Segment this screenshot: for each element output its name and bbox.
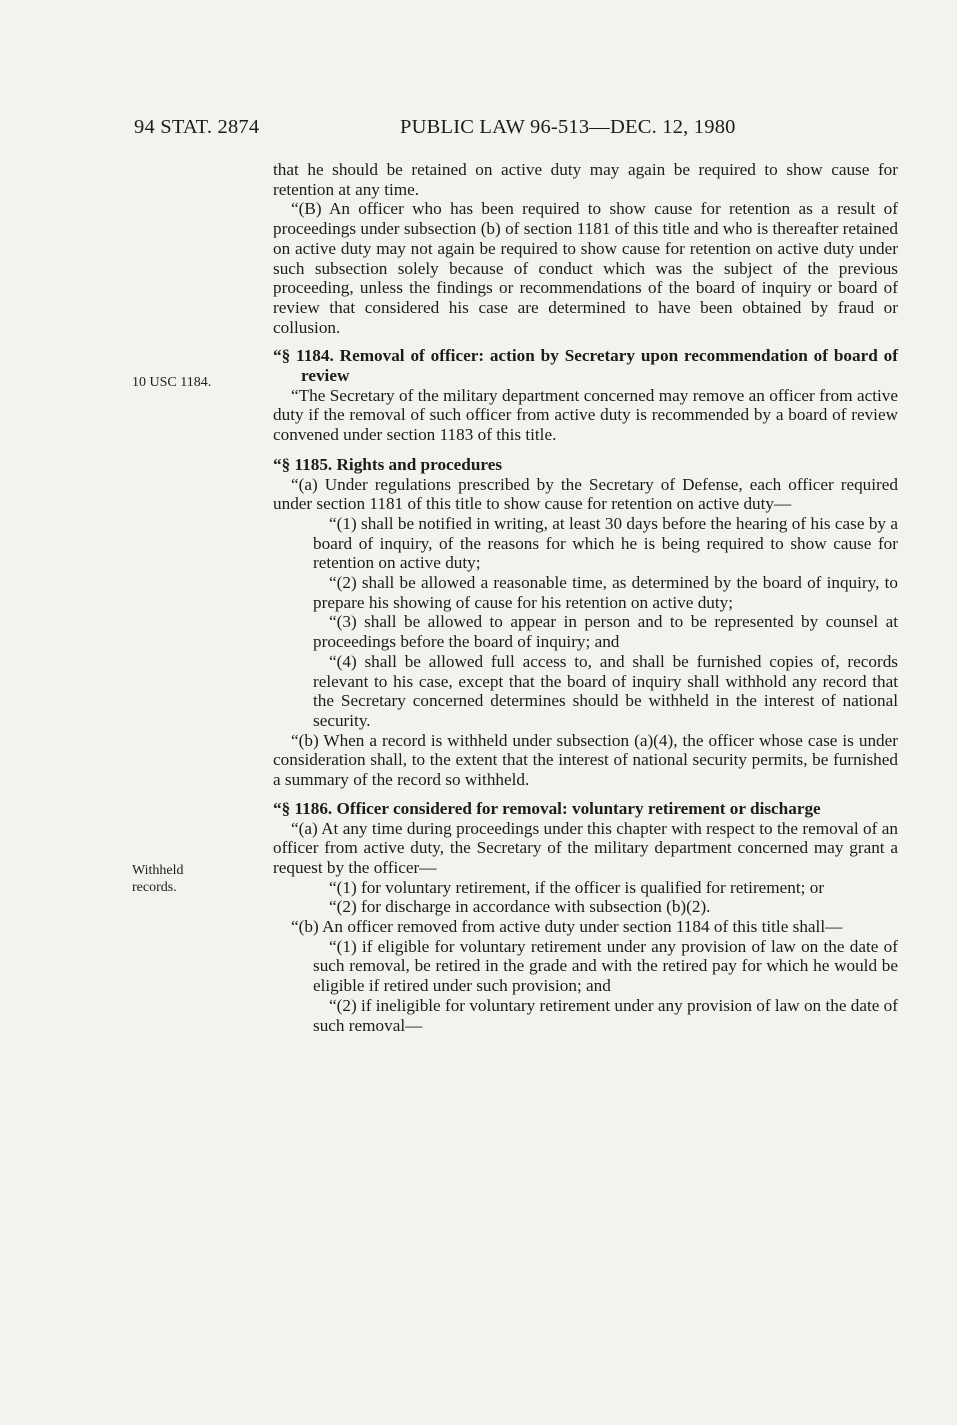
margin-note-withheld <box>132 862 247 896</box>
section-1185-heading: “§ 1185. Rights and procedures <box>273 454 503 474</box>
section-1186-heading: “§ 1186. Officer considered for removal: voluntary retirement or discharge <box>273 798 821 818</box>
statute-body <box>273 160 898 1035</box>
section-1185-a-4: “(4) shall be allowed full access to, and shall be furnished copies of, records relevant to his case, except that the board of inquiry shall withhold any record that the Secretary concerned determines should be withheld in the interest of national security. <box>313 651 898 730</box>
section-1185-a-3: “(3) shall be allowed to appear in person and to be represented by counsel at proceedings before the board of inquiry; and <box>313 612 898 652</box>
section-1186-b: “(b) An officer removed from active duty under section 1184 of this title shall— <box>291 917 843 937</box>
section-1185-a: “(a) Under regulations prescribed by the Secretary of Defense, each officer required under section 1181 of this title to show cause for retention on active duty— <box>273 474 898 514</box>
section-1185-a-1: “(1) shall be notified in writing, at least 30 days before the hearing of his case by a board of inquiry, of the reasons for which he is being required to show cause for retention on active duty; <box>313 513 898 573</box>
section-1186-a-1: “(1) for voluntary retirement, if the officer is qualified for retirement; or <box>329 877 825 897</box>
margin-note-withheld-line1: Withheld <box>132 863 184 878</box>
section-1185-a-2: “(2) shall be allowed a reasonable time, as determined by the board of inquiry, to prepare his showing of cause for his retention on active duty; <box>313 573 898 612</box>
section-1184-text: “The Secretary of the military department concerned may remove an officer from active duty if the removal of such officer from active duty is recommended by a board of review convened under section 1183 of this title. <box>273 385 898 445</box>
paragraph-continuation: that he should be retained on active duty may again be required to show cause for retention at any time. <box>273 160 898 199</box>
section-1185-b: “(b) When a record is withheld under subsection (a)(4), the officer whose case is under consideration shall, to the extent that the interest of national security permits, be furnished a summary of the record so withheld. <box>273 730 898 790</box>
section-1186-b-1: “(1) if eligible for voluntary retirement under any provision of law on the date of such removal, be retired in the grade and with the retired pay for which he would be eligible if retired under such provision; and <box>313 936 898 996</box>
stat-page-number: 94 STAT. 2874 <box>134 116 260 138</box>
public-law-title: PUBLIC LAW 96-513—DEC. 12, 1980 <box>400 116 736 138</box>
section-1186-a: “(a) At any time during proceedings under this chapter with respect to the removal of an officer from active duty, the Secretary of the military department concerned may grant a request by the officer— <box>273 818 898 877</box>
paragraph-b: “(B) An officer who has been required to show cause for retention as a result of proceedings under subsection (b) of section 1181 of this title and who is thereafter retained on active duty may not again be required to show cause for retention on active duty under such subsection solely because of conduct which was the subject of the previous proceeding, unless the findings or recommendations of the board of inquiry or board of review that considered his case are determined to have been obtained by fraud or collusion. <box>273 199 898 337</box>
section-1186-b-2: “(2) if ineligible for voluntary retirement under any provision of law on the date of such removal— <box>313 995 898 1035</box>
section-1186-a-2: “(2) for discharge in accordance with subsection (b)(2). <box>329 897 711 917</box>
margin-note-usc: 10 USC 1184. <box>132 375 212 390</box>
margin-note-withheld-line2: records. <box>132 880 177 895</box>
section-1184-heading: “§ 1184. Removal of officer: action by Secretary upon recommendation of board of review <box>273 346 898 386</box>
